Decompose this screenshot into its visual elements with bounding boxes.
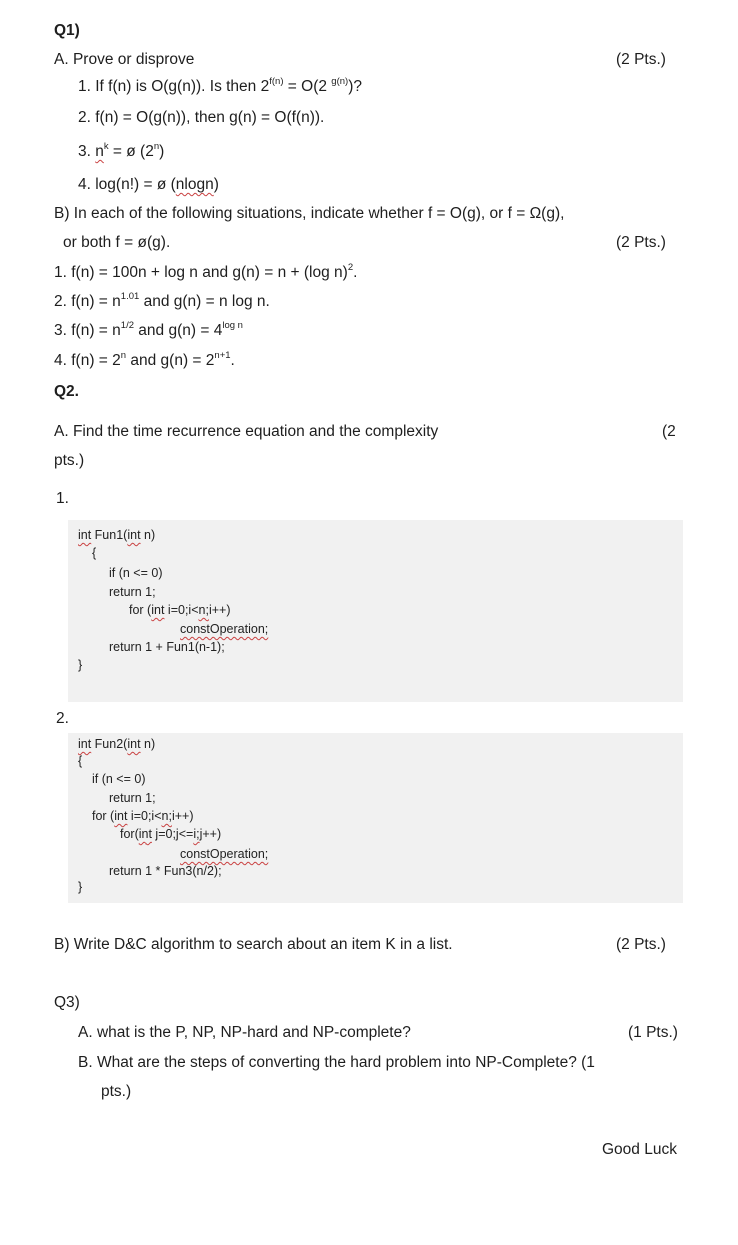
code-1-close-brace: } <box>78 658 83 672</box>
q1-b-item-2-sup: 1.01 <box>120 290 140 302</box>
q1-b-item-3 <box>54 319 243 341</box>
q2-code-1-number: 1. <box>56 490 69 507</box>
q1-heading: Q1) <box>54 22 80 39</box>
q1-b-item-3-sup1: 1/2 <box>120 319 134 331</box>
code-2-for-outer <box>92 809 193 824</box>
code-1-for-mid: i=0;i< <box>164 603 199 617</box>
q1-part-a-title: A. Prove or disprove <box>54 51 195 68</box>
q2-part-b-points: (2 Pts.) <box>616 936 666 953</box>
code-2-for1-post: i++) <box>171 809 194 823</box>
code-1-return-1: return 1; <box>109 585 156 599</box>
code-2-signature <box>78 737 155 752</box>
q1-a-item-3-sup2: n <box>153 140 160 152</box>
q1-b-item-3-mid: and g(n) = 4 <box>134 322 223 339</box>
code-2-for1-mid: i=0;i< <box>127 809 162 823</box>
q1-b-item-3-pre: 3. f(n) = n <box>54 322 121 339</box>
q1-part-a-points: (2 Pts.) <box>616 51 666 68</box>
q1-a-item-1-pre: 1. If f(n) is O(g(n)). Is then 2 <box>78 78 270 95</box>
q1-b-item-1-post: . <box>353 264 358 281</box>
q1-b-item-1-sup: 2 <box>347 261 354 273</box>
q1-a-item-1-sup2: g(n) <box>331 75 349 87</box>
q1-a-item-3-pre: 3. <box>78 143 96 160</box>
q1-a-item-3-n: n <box>95 143 104 160</box>
code-2-sig-post: n) <box>140 737 156 751</box>
q2-part-a-title: A. Find the time recurrence equation and the complexity <box>54 423 439 440</box>
q1-a-item-4-pre: 4. log(n!) = ø ( <box>78 176 176 193</box>
code-2-for2-n: i; <box>193 827 200 841</box>
code-1-operation: constOperation; <box>180 622 269 636</box>
code-1-sig-kw2: int <box>127 528 141 542</box>
code-2-open-brace: { <box>78 754 83 768</box>
q1-a-item-3-mid: = ø (2 <box>108 143 154 160</box>
q1-a-item-1 <box>78 75 362 97</box>
q1-b-item-4-sup1: n <box>120 349 127 361</box>
code-2-return-call: return 1 * Fun3(n/2); <box>109 864 222 878</box>
q1-a-item-1-post: )? <box>348 78 362 95</box>
q1-b-item-4-mid: and g(n) = 2 <box>126 352 215 369</box>
code-2-for2-kw: int <box>138 827 152 841</box>
q1-b-item-2-post: and g(n) = n log n. <box>139 293 270 310</box>
q1-b-item-4-sup2: n+1 <box>214 349 231 361</box>
code-1-sig-post: n) <box>140 528 156 542</box>
q3-b-line-1: B. What are the steps of converting the hard problem into NP-Complete? (1 <box>78 1054 595 1071</box>
code-1-for-pre: for ( <box>129 603 152 617</box>
q1-part-b-title-1: B) In each of the following situations, indicate whether f = O(g), or f = Ω(g), <box>54 205 565 222</box>
code-1-signature <box>78 528 155 543</box>
code-1-if: if (n <= 0) <box>109 566 163 580</box>
code-2-for-inner <box>120 827 221 842</box>
q1-b-item-3-sup2: log n <box>222 319 243 331</box>
code-2-for2-post: j++) <box>199 827 222 841</box>
code-2-for2-mid: j=0;j<= <box>151 827 194 841</box>
q1-a-item-4 <box>78 176 219 195</box>
code-2-sig-kw1: int <box>78 737 92 751</box>
code-2-for1-n: n; <box>161 809 172 823</box>
code-2-operation: constOperation; <box>180 847 269 861</box>
code-1-for-n: n; <box>198 603 209 617</box>
q1-b-item-4 <box>54 349 235 371</box>
q2-code-block-1 <box>68 520 683 702</box>
q1-b-item-4-post: . <box>230 352 235 369</box>
q2-part-a-points-close: pts.) <box>54 452 85 469</box>
q1-a-item-1-mid: = O(2 <box>283 78 332 95</box>
q3-heading: Q3) <box>54 994 80 1011</box>
code-2-sig-name: Fun2( <box>91 737 128 751</box>
code-2-sig-kw2: int <box>127 737 141 751</box>
q1-part-b-title-2: or both f = ø(g). <box>63 234 171 251</box>
q1-b-item-2-pre: 2. f(n) = n <box>54 293 121 310</box>
code-1-for <box>129 603 230 618</box>
footer-good-luck: Good Luck <box>602 1141 677 1158</box>
q1-a-item-2: 2. f(n) = O(g(n)), then g(n) = O(f(n)). <box>78 109 325 126</box>
q1-a-item-1-sup1: f(n) <box>269 75 284 87</box>
q2-code-2-number: 2. <box>56 710 69 727</box>
code-1-open-brace: { <box>92 546 97 560</box>
code-1-sig-name: Fun1( <box>91 528 128 542</box>
q3-a-text: A. what is the P, NP, NP-hard and NP-complete? <box>78 1024 411 1041</box>
q1-part-b-points: (2 Pts.) <box>616 234 666 251</box>
q1-b-item-1-pre: 1. f(n) = 100n + log n and g(n) = n + (log n) <box>54 264 348 281</box>
q2-part-a-points-open: (2 <box>662 423 676 440</box>
q1-a-item-4-word: nlogn <box>175 176 214 193</box>
q3-b-line-2: pts.) <box>101 1083 132 1100</box>
code-1-for-post: i++) <box>208 603 231 617</box>
q1-a-item-3-sup1: k <box>103 140 109 152</box>
q2-heading: Q2. <box>54 383 79 400</box>
code-1-for-kw: int <box>151 603 165 617</box>
code-1-return-call: return 1 + Fun1(n-1); <box>109 640 225 654</box>
code-2-for2-pre: for( <box>120 827 139 841</box>
code-2-close-brace: } <box>78 880 83 894</box>
q1-a-item-3 <box>78 140 165 162</box>
q1-b-item-1 <box>54 261 358 283</box>
q1-b-item-4-pre: 4. f(n) = 2 <box>54 352 121 369</box>
code-2-for1-pre: for ( <box>92 809 115 823</box>
code-2-if: if (n <= 0) <box>92 772 146 786</box>
code-1-sig-kw1: int <box>78 528 92 542</box>
q1-a-item-3-post: ) <box>159 143 165 160</box>
q2-part-b-title: B) Write D&C algorithm to search about an item K in a list. <box>54 936 453 953</box>
code-2-for1-kw: int <box>114 809 128 823</box>
q3-a-points: (1 Pts.) <box>628 1024 678 1041</box>
code-2-return-1: return 1; <box>109 791 156 805</box>
q2-code-block-2 <box>68 733 683 903</box>
q1-b-item-2 <box>54 290 270 312</box>
q1-a-item-4-post: ) <box>213 176 219 193</box>
